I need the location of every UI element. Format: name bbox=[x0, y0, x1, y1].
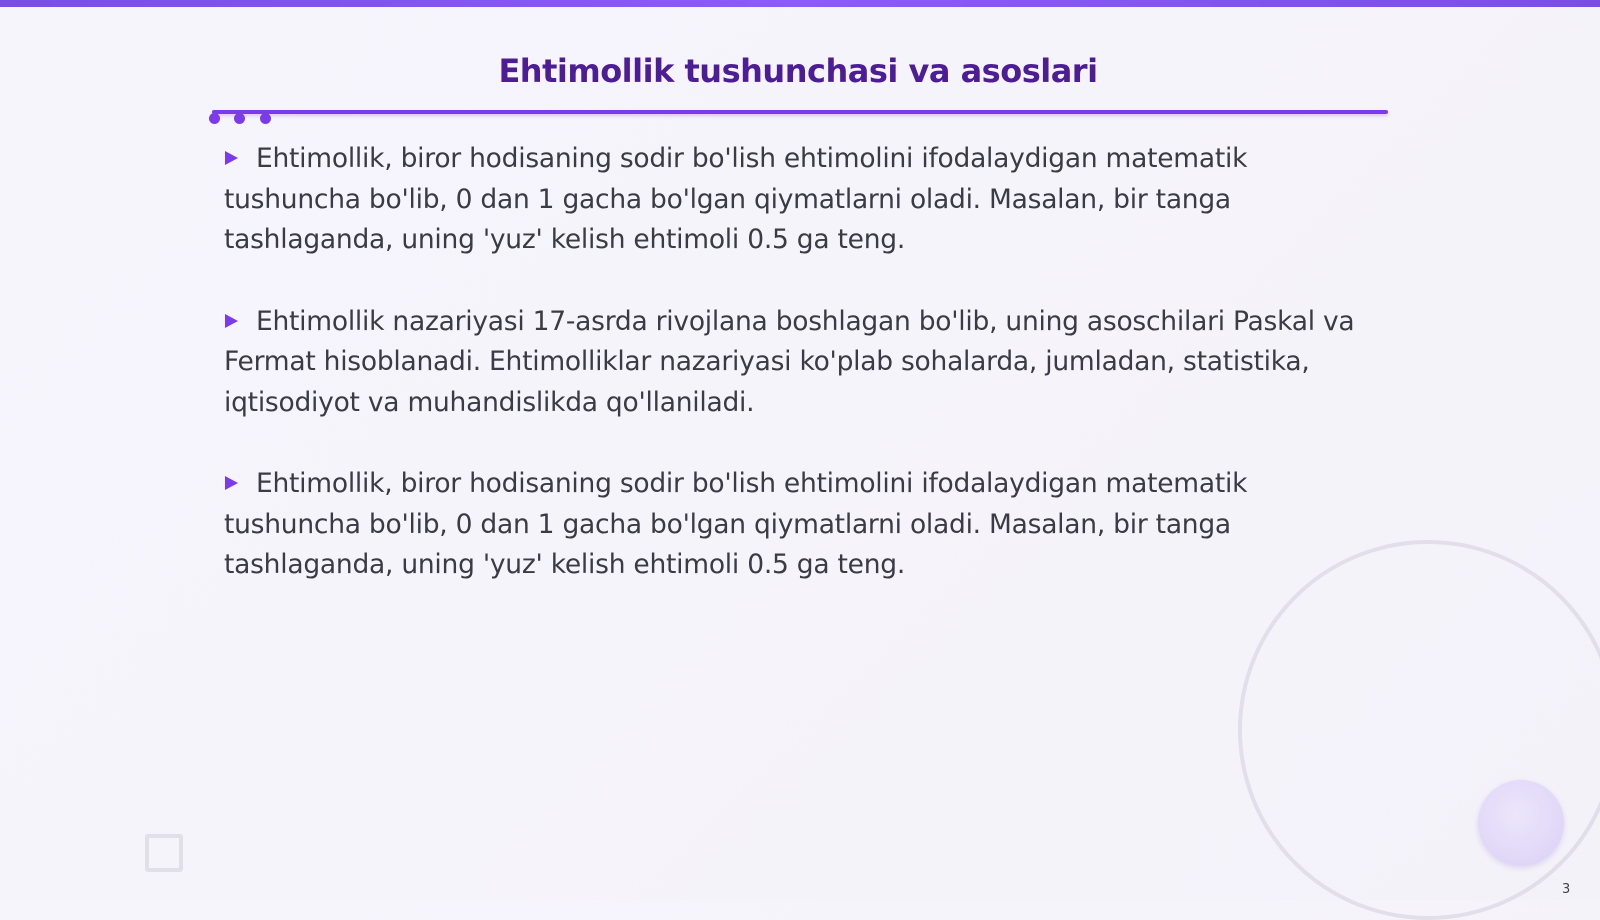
decorative-square-outline bbox=[145, 834, 183, 872]
bullet-text: Ehtimollik nazariyasi 17-asrda rivojlana boshlagan bo'lib, uning asoschilari Paskal va Fermat hisoblanadi. Ehtimolliklar nazariyasi ko'plab sohalarda, jumladan, statistika, iqtisodiyot va muhandislikda qo'llaniladi. bbox=[224, 305, 1355, 418]
decorative-bubble bbox=[1478, 780, 1564, 866]
bullet-item bbox=[224, 464, 1364, 586]
title-underline bbox=[212, 110, 1388, 114]
triangle-right-icon bbox=[224, 151, 238, 165]
bullet-text: Ehtimollik, biror hodisaning sodir bo'lish ehtimolini ifodalaydigan matematik tushuncha bo'lib, 0 dan 1 gacha bo'lgan qiymatlarni oladi. Masalan, bir tanga tashlaganda, uning 'yuz' kelish ehtimoli 0.5 ga teng. bbox=[224, 143, 1248, 255]
top-accent-bar bbox=[0, 0, 1600, 7]
decorative-dot bbox=[209, 113, 220, 124]
bullet-text: Ehtimollik, biror hodisaning sodir bo'lish ehtimolini ifodalaydigan matematik tushuncha bo'lib, 0 dan 1 gacha bo'lgan qiymatlarni oladi. Masalan, bir tanga tashlaganda, uning 'yuz' kelish ehtimoli 0.5 ga teng. bbox=[224, 468, 1248, 580]
triangle-right-icon bbox=[224, 476, 238, 490]
bullet-item bbox=[224, 139, 1364, 261]
slide-title: Ehtimollik tushunchasi va asoslari bbox=[498, 52, 1098, 90]
triangle-right-icon bbox=[224, 314, 238, 328]
decorative-circle-outline bbox=[1238, 540, 1600, 920]
decorative-dot bbox=[234, 113, 245, 124]
page-number: 3 bbox=[1562, 882, 1571, 897]
decorative-dot bbox=[260, 113, 271, 124]
bullet-list bbox=[224, 139, 1364, 627]
bullet-item bbox=[224, 302, 1364, 424]
